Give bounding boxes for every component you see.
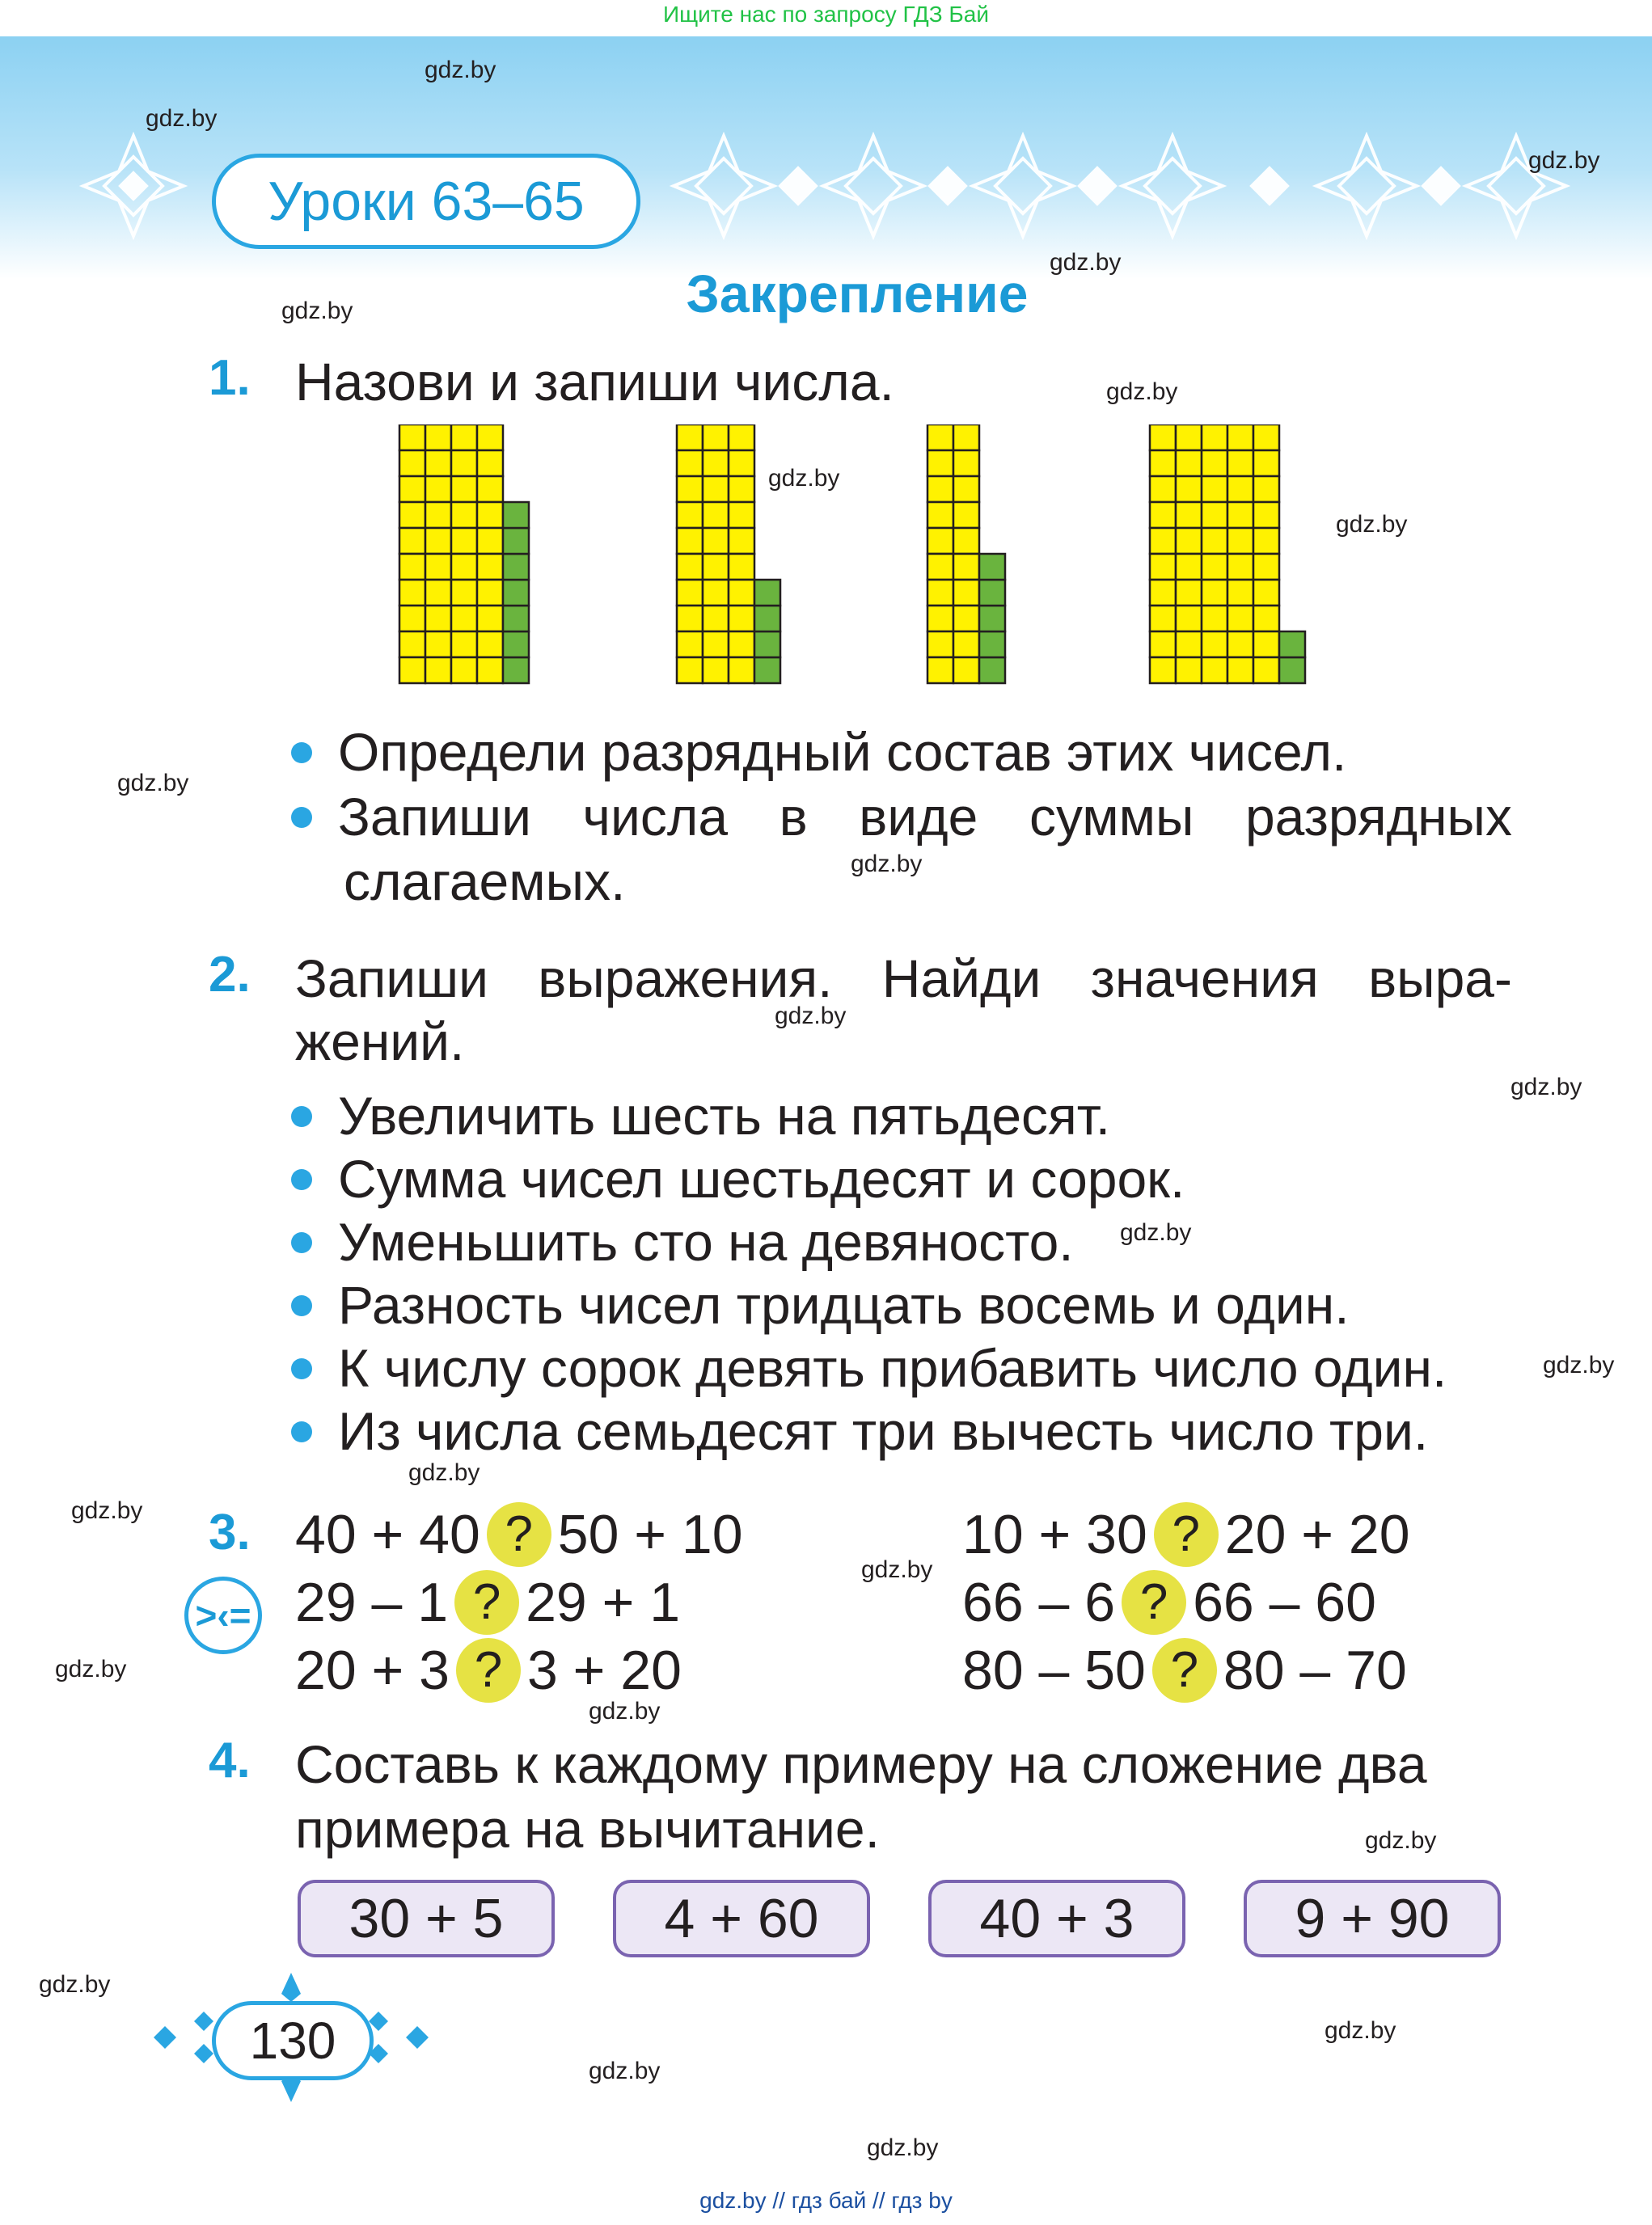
comparison-left-expr: 20 + 3: [295, 1640, 450, 1701]
tens-block-cell: [677, 502, 703, 528]
block-group: [677, 424, 780, 683]
tens-block-cell: [399, 476, 425, 502]
task-2-line2: жений.: [295, 1011, 465, 1071]
watermark: gdz.by: [1510, 1074, 1582, 1100]
ones-block-cell: [503, 580, 529, 606]
tens-block-cell: [477, 450, 503, 476]
ones-block-cell: [1279, 631, 1305, 657]
tens-block-cell: [927, 450, 953, 476]
tens-block-cell: [677, 606, 703, 631]
tens-block-cell: [477, 554, 503, 580]
tens-block-cell: [703, 450, 729, 476]
tens-block-cell: [1176, 554, 1202, 580]
tens-block-cell: [703, 528, 729, 554]
watermark: gdz.by: [146, 105, 218, 132]
footer-links[interactable]: gdz.by // гдз бай // гдз by: [699, 2188, 953, 2213]
tens-block-cell: [677, 580, 703, 606]
watermark: gdz.by: [589, 2058, 661, 2084]
tens-block-cell: [1227, 476, 1253, 502]
task-2-line1: Запиши выражения. Найди значения выра-: [295, 948, 1512, 1008]
bullet-text: Запиши числа в виде суммы разрядных: [338, 787, 1512, 847]
tens-block-cell: [477, 424, 503, 450]
comparison-left-expr: 40 + 40: [295, 1504, 480, 1565]
tens-block-cell: [953, 424, 979, 450]
tens-block-cell: [729, 450, 754, 476]
tens-block-cell: [1176, 528, 1202, 554]
watermark: gdz.by: [1336, 511, 1408, 538]
tens-block-cell: [1202, 476, 1227, 502]
watermark: gdz.by: [1365, 1827, 1437, 1854]
task-2-bullet: [291, 1336, 1512, 1400]
task-4-line1: Составь к каждому примеру на сложение два: [295, 1734, 1427, 1794]
bullet-dot: [291, 742, 312, 763]
tens-block-cell: [451, 476, 477, 502]
tens-block-cell: [927, 502, 953, 528]
tens-block-cell: [425, 606, 451, 631]
tens-block-cell: [399, 657, 425, 683]
question-mark-icon[interactable]: ?: [1152, 1638, 1217, 1703]
top-banner-text[interactable]: Ищите нас по запросу ГДЗ Бай: [662, 2, 990, 27]
tens-block-cell: [1176, 631, 1202, 657]
tens-block-cell: [953, 580, 979, 606]
tens-block-cell: [451, 657, 477, 683]
tens-block-cell: [1202, 528, 1227, 554]
tens-block-cell: [677, 450, 703, 476]
tens-block-cell: [1150, 631, 1176, 657]
comparison-row: [295, 1502, 743, 1567]
comparison-right-expr: 3 + 20: [526, 1640, 682, 1701]
watermark: gdz.by: [1528, 147, 1600, 174]
tens-block-cell: [1202, 606, 1227, 631]
tens-block-cell: [1150, 606, 1176, 631]
ones-block-cell: [503, 554, 529, 580]
tens-block-cell: [399, 554, 425, 580]
comparison-row: [962, 1502, 1410, 1567]
tens-block-cell: [1150, 657, 1176, 683]
tens-block-cell: [477, 631, 503, 657]
tens-block-cell: [451, 580, 477, 606]
comparison-right-expr: 29 + 1: [526, 1572, 681, 1633]
tens-block-cell: [1227, 631, 1253, 657]
tens-block-cell: [1253, 450, 1279, 476]
comparison-left-expr: 80 – 50: [962, 1640, 1146, 1701]
comparison-row: [295, 1570, 680, 1635]
tens-block-cell: [1253, 631, 1279, 657]
task-1-bullet: [291, 784, 1512, 849]
question-mark-icon[interactable]: ?: [1122, 1570, 1186, 1635]
tens-block-cell: [953, 528, 979, 554]
section-title: Закрепление: [686, 264, 1029, 323]
tens-block-cell: [703, 580, 729, 606]
bullet-dot: [291, 1232, 312, 1253]
comparison-right-expr: 66 – 60: [1193, 1572, 1376, 1633]
comparison-left-expr: 10 + 30: [962, 1504, 1147, 1565]
tens-block-cell: [477, 528, 503, 554]
bullet-dot: [291, 1358, 312, 1379]
tens-block-cell: [1176, 606, 1202, 631]
tens-block-cell: [477, 580, 503, 606]
bullet-text: Из числа семьдесят три вычесть число три.: [338, 1401, 1429, 1461]
tens-block-cell: [1202, 554, 1227, 580]
tens-block-cell: [451, 554, 477, 580]
tens-block-cell: [1253, 424, 1279, 450]
tens-block-cell: [1227, 502, 1253, 528]
example-box: 40 + 3: [928, 1880, 1185, 1957]
tens-block-cell: [1150, 554, 1176, 580]
tens-block-cell: [1253, 606, 1279, 631]
watermark: gdz.by: [851, 851, 923, 877]
block-group: [399, 424, 529, 683]
tens-block-cell: [425, 502, 451, 528]
tens-block-cell: [425, 631, 451, 657]
ones-block-cell: [503, 657, 529, 683]
tens-block-cell: [1176, 580, 1202, 606]
task-2-bullet: [291, 1146, 1512, 1211]
tens-block-cell: [1253, 580, 1279, 606]
watermark: gdz.by: [1106, 378, 1178, 405]
tens-block-cell: [1176, 424, 1202, 450]
bullet-dot: [291, 807, 312, 828]
question-mark-icon[interactable]: ?: [1154, 1502, 1219, 1567]
tens-block-cell: [1253, 528, 1279, 554]
tens-block-cell: [729, 606, 754, 631]
tens-block-cell: [677, 554, 703, 580]
question-mark-icon[interactable]: ?: [456, 1638, 521, 1703]
tens-block-cell: [1176, 657, 1202, 683]
tens-block-cell: [425, 450, 451, 476]
tens-block-cell: [451, 631, 477, 657]
lesson-label: Уроки 63–65: [212, 154, 640, 249]
watermark: gdz.by: [71, 1497, 143, 1524]
compare-symbol-icon: >‹=: [184, 1577, 262, 1654]
comparison-row: [962, 1570, 1376, 1635]
tens-block-cell: [1202, 580, 1227, 606]
tens-block-cell: [703, 424, 729, 450]
tens-block-cell: [1176, 476, 1202, 502]
tens-block-cell: [1176, 502, 1202, 528]
watermark: gdz.by: [861, 1556, 933, 1583]
tens-block-cell: [703, 606, 729, 631]
base-ten-blocks: [388, 424, 1326, 691]
task-1-number: 1.: [209, 350, 251, 406]
tens-block-cell: [703, 631, 729, 657]
watermark: gdz.by: [775, 1003, 847, 1029]
tens-block-cell: [399, 502, 425, 528]
left-ornament-star: [83, 136, 184, 236]
tens-block-cell: [1253, 554, 1279, 580]
tens-block-cell: [451, 450, 477, 476]
bullet-text: Определи разрядный состав этих чисел.: [338, 722, 1347, 782]
tens-block-cell: [1150, 424, 1176, 450]
example-box: 30 + 5: [298, 1880, 555, 1957]
tens-block-cell: [425, 528, 451, 554]
comparison-left-expr: 29 – 1: [295, 1572, 449, 1633]
ones-block-cell: [754, 580, 780, 606]
tens-block-cell: [729, 502, 754, 528]
tens-block-cell: [451, 606, 477, 631]
page-number: 130: [212, 2001, 374, 2080]
tens-block-cell: [1150, 450, 1176, 476]
tens-block-cell: [425, 476, 451, 502]
watermark: gdz.by: [55, 1656, 127, 1682]
tens-block-cell: [1202, 502, 1227, 528]
tens-block-cell: [1202, 631, 1227, 657]
bullet-text: Сумма чисел шестьдесят и сорок.: [338, 1149, 1185, 1209]
tens-block-cell: [927, 580, 953, 606]
tens-block-cell: [399, 450, 425, 476]
example-box: 4 + 60: [613, 1880, 870, 1957]
ones-block-cell: [754, 657, 780, 683]
tens-block-cell: [677, 424, 703, 450]
tens-block-cell: [927, 606, 953, 631]
ones-block-cell: [979, 631, 1005, 657]
comparison-row: [295, 1638, 682, 1703]
ones-block-cell: [503, 502, 529, 528]
bullet-dot: [291, 1169, 312, 1190]
tens-block-cell: [927, 528, 953, 554]
bullet-dot: [291, 1106, 312, 1127]
watermark: gdz.by: [1120, 1219, 1192, 1246]
tens-block-cell: [1150, 476, 1176, 502]
comparison-right-expr: 20 + 20: [1224, 1504, 1410, 1565]
watermark: gdz.by: [867, 2134, 939, 2161]
bullet-dot: [291, 1421, 312, 1442]
tens-block-cell: [927, 424, 953, 450]
ones-block-cell: [754, 606, 780, 631]
watermark: gdz.by: [1543, 1352, 1615, 1378]
task-1-text: Назови и запиши числа.: [295, 352, 894, 412]
tens-block-cell: [1150, 528, 1176, 554]
tens-block-cell: [953, 476, 979, 502]
task-1-bullet: [291, 720, 1512, 784]
tens-block-cell: [451, 424, 477, 450]
watermark: gdz.by: [425, 57, 496, 83]
tens-block-cell: [1176, 450, 1202, 476]
tens-block-cell: [729, 554, 754, 580]
tens-block-cell: [1253, 476, 1279, 502]
tens-block-cell: [953, 450, 979, 476]
tens-block-cell: [1227, 450, 1253, 476]
tens-block-cell: [399, 606, 425, 631]
ones-block-cell: [1279, 657, 1305, 683]
tens-block-cell: [1202, 424, 1227, 450]
tens-block-cell: [399, 580, 425, 606]
comparison-left-expr: 66 – 6: [962, 1572, 1116, 1633]
watermark: gdz.by: [1325, 2017, 1396, 2044]
ones-block-cell: [503, 606, 529, 631]
task-2-bullet: [291, 1210, 1512, 1274]
tens-block-cell: [425, 554, 451, 580]
question-mark-icon[interactable]: ?: [487, 1502, 551, 1567]
tens-block-cell: [703, 554, 729, 580]
watermark: gdz.by: [768, 465, 840, 492]
tens-block-cell: [477, 502, 503, 528]
ones-block-cell: [979, 606, 1005, 631]
bullet-text: К числу сорок девять прибавить число один.: [338, 1338, 1447, 1398]
tens-block-cell: [729, 631, 754, 657]
question-mark-icon[interactable]: ?: [454, 1570, 519, 1635]
tens-block-cell: [425, 657, 451, 683]
tens-block-cell: [425, 580, 451, 606]
watermark: gdz.by: [117, 770, 189, 796]
task-2-number: 2.: [209, 947, 251, 1003]
tens-block-cell: [477, 476, 503, 502]
tens-block-cell: [729, 424, 754, 450]
tens-block-cell: [703, 657, 729, 683]
task-3-number: 3.: [209, 1505, 251, 1560]
bullet-continuation: слагаемых.: [344, 851, 626, 911]
task-4-line2: примера на вычитание.: [295, 1799, 880, 1859]
block-group: [927, 424, 1005, 683]
tens-block-cell: [1253, 657, 1279, 683]
tens-block-cell: [1202, 657, 1227, 683]
tens-block-cell: [1227, 424, 1253, 450]
tens-block-cell: [677, 631, 703, 657]
tens-block-cell: [477, 657, 503, 683]
tens-block-cell: [399, 631, 425, 657]
comparison-right-expr: 50 + 10: [557, 1504, 743, 1565]
task-2-bullet: [291, 1273, 1512, 1337]
tens-block-cell: [729, 528, 754, 554]
tens-block-cell: [1253, 502, 1279, 528]
tens-block-cell: [927, 554, 953, 580]
tens-block-cell: [1202, 450, 1227, 476]
tens-block-cell: [677, 528, 703, 554]
watermark: gdz.by: [408, 1459, 480, 1486]
tens-block-cell: [729, 657, 754, 683]
tens-block-cell: [927, 657, 953, 683]
bullet-text: Увеличить шесть на пятьдесят.: [338, 1086, 1111, 1146]
tens-block-cell: [729, 580, 754, 606]
task-2-bullet: [291, 1399, 1512, 1463]
tens-block-cell: [703, 476, 729, 502]
tens-block-cell: [677, 476, 703, 502]
tens-block-cell: [399, 424, 425, 450]
bullet-text: Уменьшить сто на девяносто.: [338, 1212, 1074, 1272]
ones-block-cell: [503, 631, 529, 657]
tens-block-cell: [729, 476, 754, 502]
comparison-right-expr: 80 – 70: [1223, 1640, 1407, 1701]
ones-block-cell: [979, 657, 1005, 683]
bullet-dot: [291, 1295, 312, 1316]
tens-block-cell: [1227, 554, 1253, 580]
watermark: gdz.by: [1050, 249, 1122, 276]
watermark: gdz.by: [281, 298, 353, 324]
ones-block-cell: [503, 528, 529, 554]
right-ornament-row: [674, 136, 1566, 236]
tens-block-cell: [927, 631, 953, 657]
block-group: [1150, 424, 1305, 683]
tens-block-cell: [1150, 580, 1176, 606]
tens-block-cell: [477, 606, 503, 631]
tens-block-cell: [425, 424, 451, 450]
tens-block-cell: [1150, 502, 1176, 528]
comparison-row: [962, 1638, 1407, 1703]
tens-block-cell: [953, 502, 979, 528]
watermark: gdz.by: [39, 1971, 111, 1998]
ones-block-cell: [979, 554, 1005, 580]
tens-block-cell: [927, 476, 953, 502]
tens-block-cell: [399, 528, 425, 554]
tens-block-cell: [953, 554, 979, 580]
tens-block-cell: [703, 502, 729, 528]
tens-block-cell: [1227, 606, 1253, 631]
task-2-bullet: [291, 1083, 1512, 1148]
tens-block-cell: [677, 657, 703, 683]
tens-block-cell: [451, 528, 477, 554]
tens-block-cell: [953, 606, 979, 631]
example-box: 9 + 90: [1244, 1880, 1501, 1957]
ones-block-cell: [979, 580, 1005, 606]
tens-block-cell: [953, 631, 979, 657]
task-4-number: 4.: [209, 1733, 251, 1788]
tens-block-cell: [1227, 528, 1253, 554]
bullet-text: Разность чисел тридцать восемь и один.: [338, 1275, 1350, 1335]
ones-block-cell: [754, 631, 780, 657]
tens-block-cell: [1227, 580, 1253, 606]
tens-block-cell: [953, 657, 979, 683]
tens-block-cell: [451, 502, 477, 528]
tens-block-cell: [1227, 657, 1253, 683]
watermark: gdz.by: [589, 1698, 661, 1725]
